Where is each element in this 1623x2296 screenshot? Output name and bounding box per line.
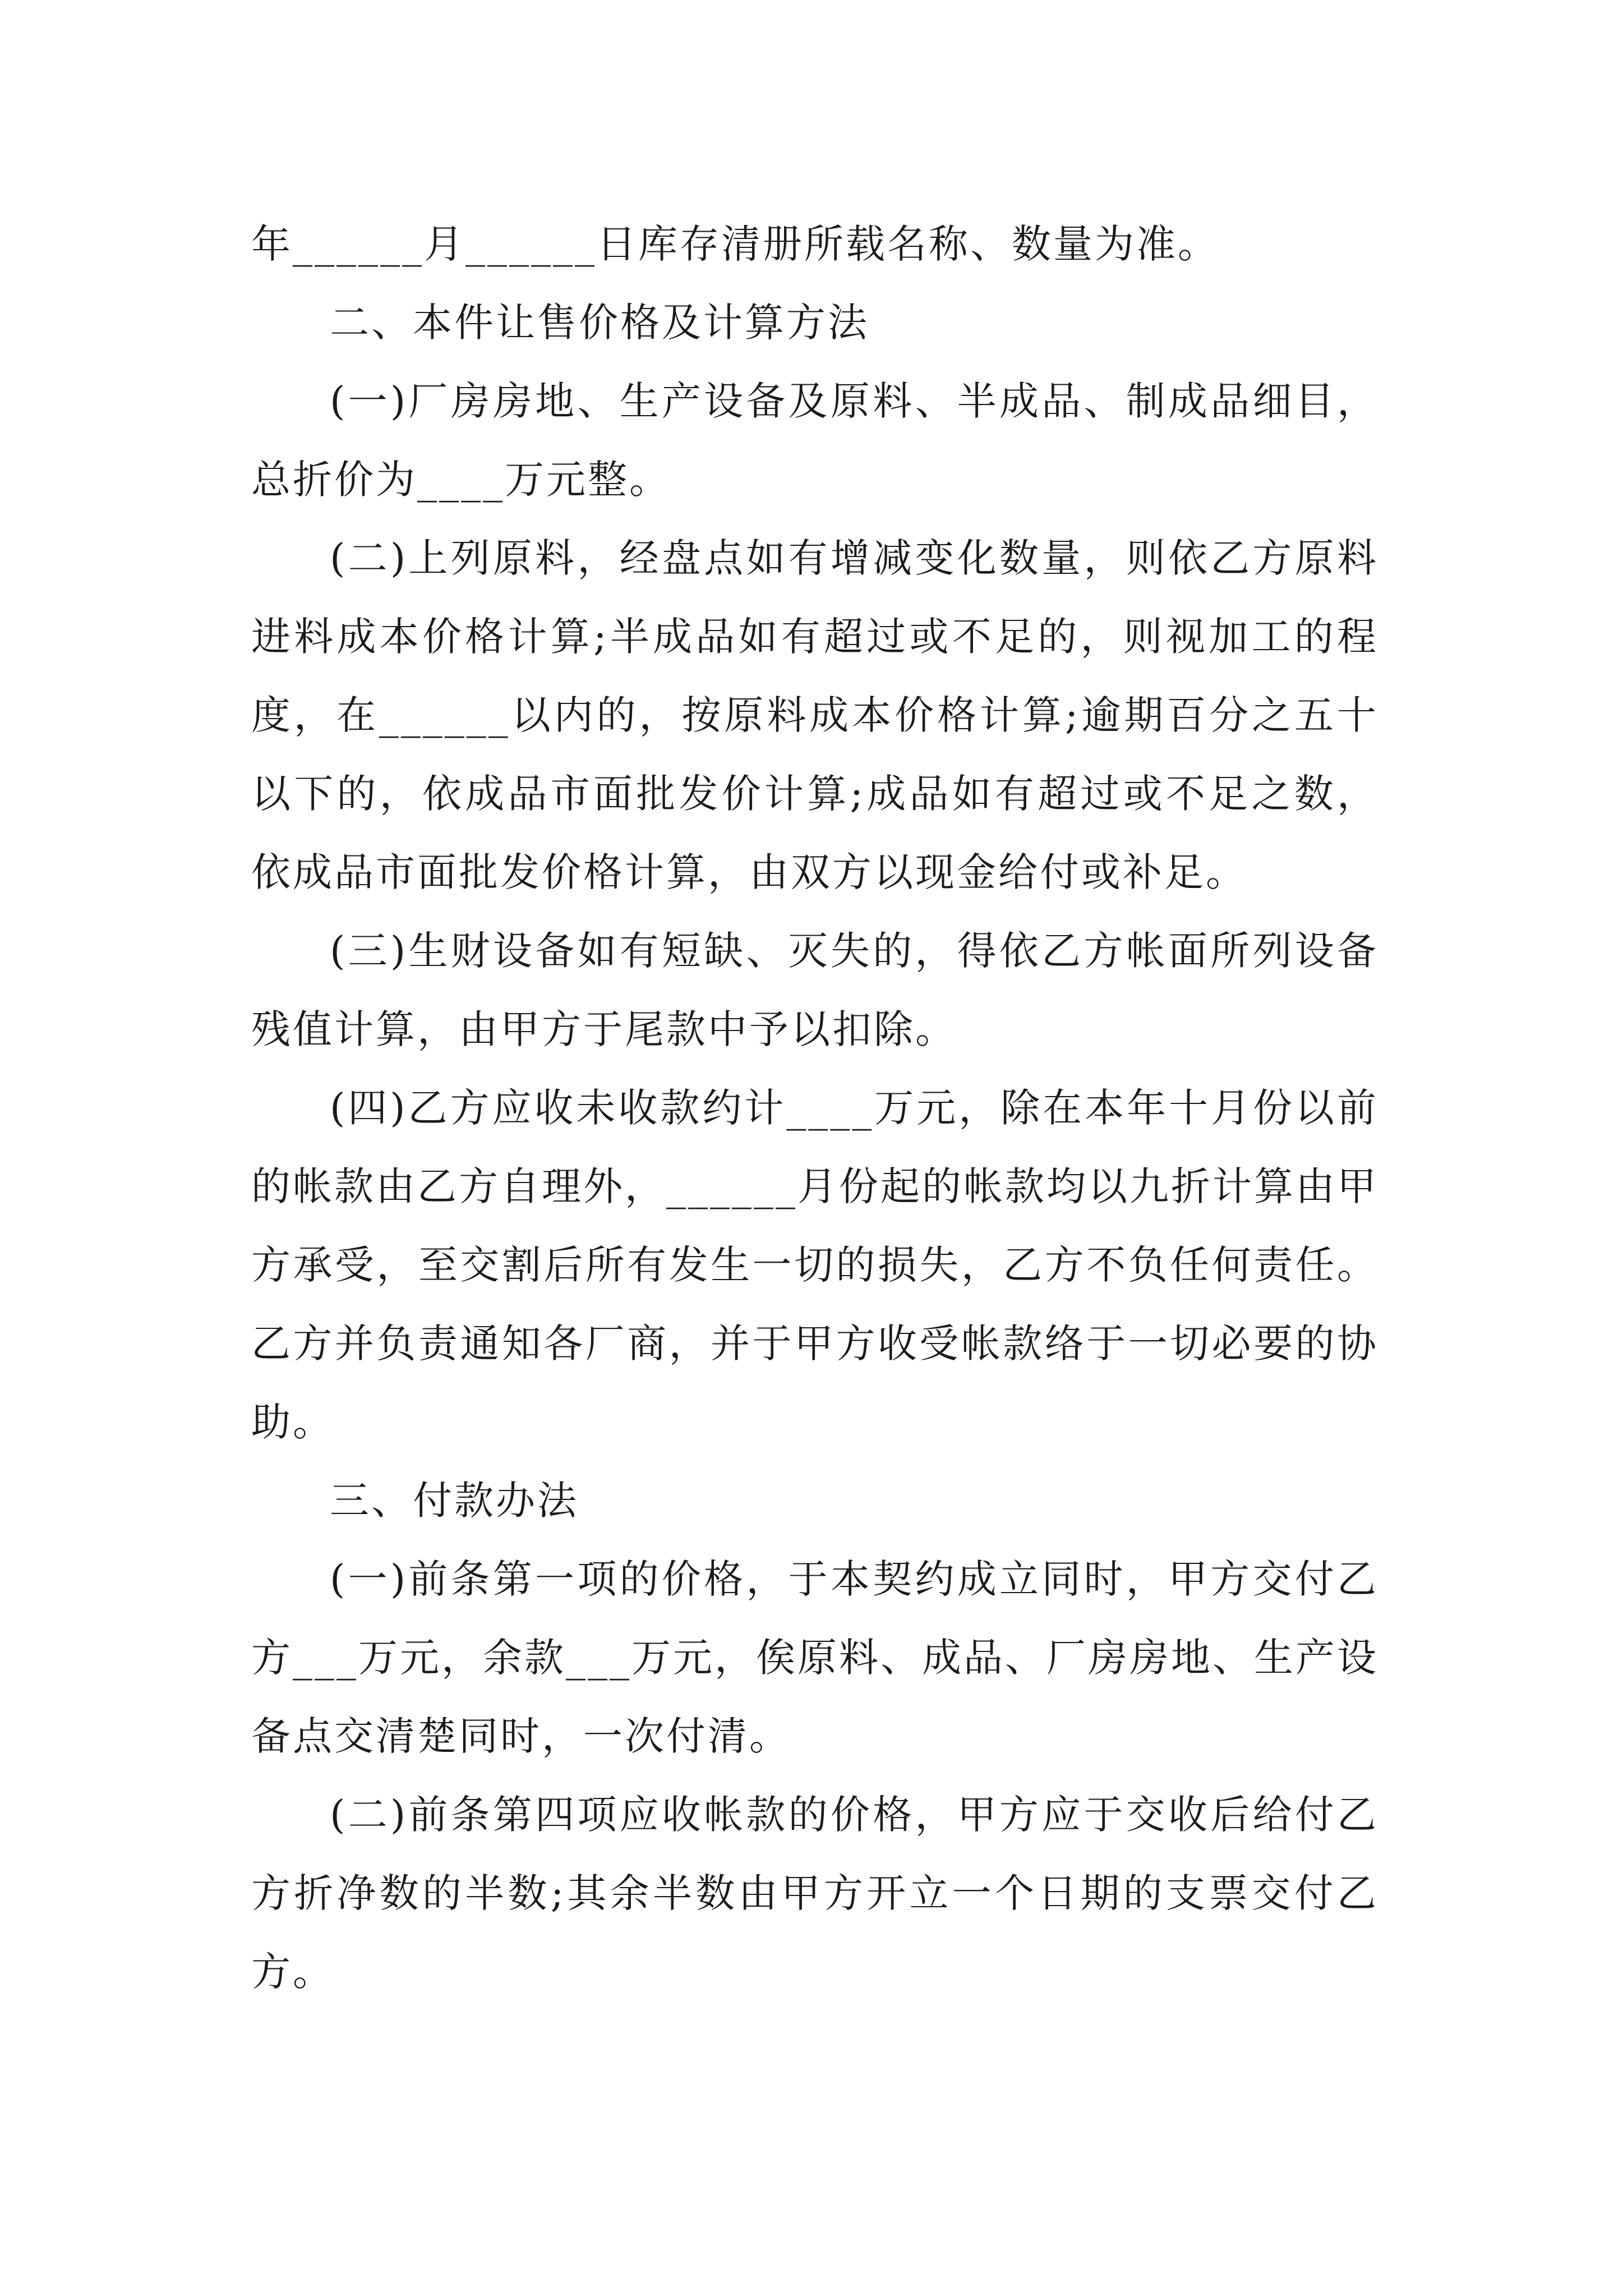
paragraph-payment-first: (一)前条第一项的价格，于本契约成立同时，甲方交付乙方___万元，余款___万元，俟原料、成品、厂房房地、生产设备点交清楚同时，一次付清。 xyxy=(251,1556,1378,1759)
paragraph-inventory-date: 年______月______日库存清册所载名称、数量为准。 xyxy=(251,221,1219,267)
paragraph-total-price: (一)厂房房地、生产设备及原料、半成品、制成品细目，总折价为____万元整。 xyxy=(251,378,1378,503)
heading-payment-method: 三、付款办法 xyxy=(330,1478,579,1524)
paragraph-receivables: (四)乙方应收未收款约计____万元，除在本年十月份以前的帐款由乙方自理外，______月份起的帐款均以九折计算由甲方承受，至交割后所有发生一切的损失，乙方不负任何责任。乙方并负责通知各厂商，并于甲方收受帐款络于一切必要的协助。 xyxy=(251,1085,1378,1445)
document-page xyxy=(251,205,1378,2011)
heading-price-and-calculation: 二、本件让售价格及计算方法 xyxy=(330,300,869,346)
paragraph-inventory-adjustment: (二)上列原料，经盘点如有增减变化数量，则依乙方原料进料成本价格计算;半成品如有超过或不足的，则视加工的程度，在______以内的，按原料成本价格计算;逾期百分之五十以下的，依成品市面批发价计算;成品如有超过或不足之数，依成品市面批发价格计算，由双方以现金给付或补足。 xyxy=(251,535,1378,895)
paragraph-payment-second: (二)前条第四项应收帐款的价格，甲方应于交收后给付乙方折净数的半数;其余半数由甲方开立一个日期的支票交付乙方。 xyxy=(251,1792,1378,1995)
paragraph-equipment-shortage: (三)生财设备如有短缺、灭失的，得依乙方帐面所列设备残值计算，由甲方于尾款中予以扣除。 xyxy=(251,928,1378,1052)
